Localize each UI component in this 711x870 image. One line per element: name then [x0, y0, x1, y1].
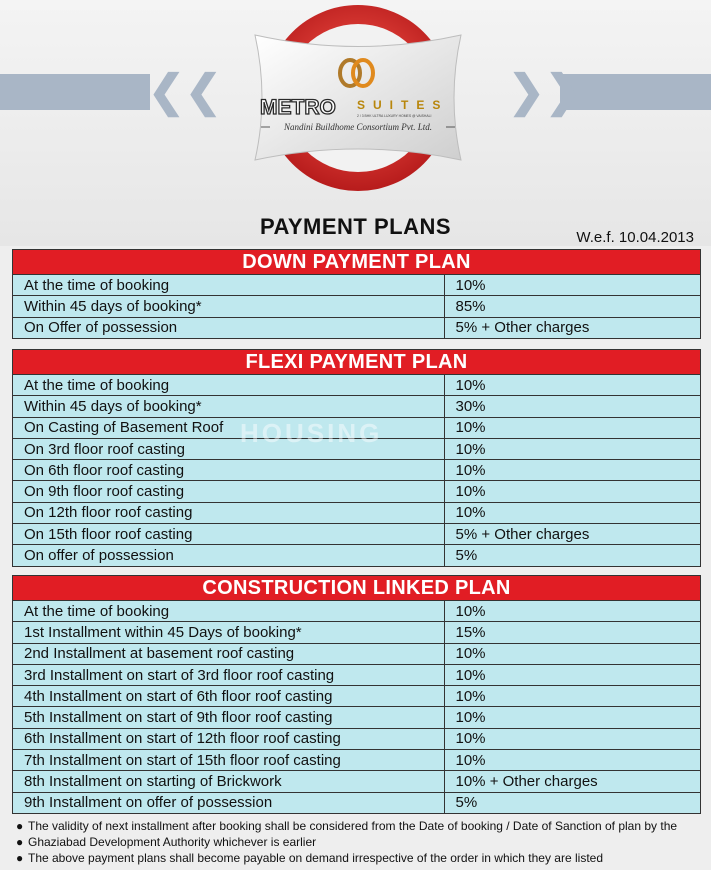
- amount-cell: 15%: [444, 622, 700, 643]
- bullet-icon: ●: [16, 851, 24, 865]
- stage-cell: 9th Installment on offer of possession: [13, 792, 444, 813]
- amount-cell: 5% + Other charges: [444, 524, 700, 545]
- stage-cell: Within 45 days of booking*: [13, 296, 444, 317]
- footnotes: [16, 818, 706, 866]
- footnote-text: Ghaziabad Development Authority whichever is earlier: [28, 835, 317, 849]
- footnote-text: The validity of next installment after booking shall be considered from the Date of booking / Date of Sanction of plan by the: [28, 819, 678, 833]
- table-row: [13, 396, 700, 417]
- amount-cell: 10%: [444, 481, 700, 502]
- flexi-payment-plan-table: [12, 349, 701, 567]
- table-row: [13, 686, 700, 707]
- table-row: [13, 460, 700, 481]
- right-banner-bar: [560, 74, 711, 110]
- footnote-text: The above payment plans shall become payable on demand irrespective of the order in which they are listed: [28, 851, 603, 865]
- construction-linked-plan-table: [12, 575, 701, 814]
- effective-date: W.e.f. 10.04.2013: [576, 229, 694, 246]
- amount-cell: 5%: [444, 792, 700, 813]
- amount-cell: 10% + Other charges: [444, 771, 700, 792]
- table-row: [13, 622, 700, 643]
- company-name: Nandini Buildhome Consortium Pvt. Ltd.: [283, 122, 433, 132]
- amount-cell: 10%: [444, 686, 700, 707]
- footnote-item: [16, 834, 706, 850]
- table-row: [13, 664, 700, 685]
- table-row: [13, 728, 700, 749]
- stage-cell: 7th Installment on start of 15th floor roof casting: [13, 750, 444, 771]
- stage-cell: 4th Installment on start of 6th floor roof casting: [13, 686, 444, 707]
- stage-cell: 8th Installment on starting of Brickwork: [13, 771, 444, 792]
- table-row: [13, 545, 700, 566]
- stage-cell: At the time of booking: [13, 275, 444, 296]
- watermark-text: HOUSING: [240, 418, 383, 448]
- logo-name-b: SUITES: [357, 98, 449, 112]
- amount-cell: 10%: [444, 707, 700, 728]
- amount-cell: 10%: [444, 275, 700, 296]
- amount-cell: 10%: [444, 460, 700, 481]
- stage-cell: On 6th floor roof casting: [13, 460, 444, 481]
- stage-cell: On 15th floor roof casting: [13, 524, 444, 545]
- page-title: PAYMENT PLANS: [259, 214, 452, 239]
- stage-cell: 2nd Installment at basement roof casting: [13, 643, 444, 664]
- footnote-item: [16, 818, 706, 834]
- amount-cell: 5% + Other charges: [444, 317, 700, 338]
- stage-cell: On Offer of possession: [13, 317, 444, 338]
- table-row: [13, 750, 700, 771]
- stage-cell: At the time of booking: [13, 601, 444, 622]
- chevron-right-icon: ❯❯: [508, 67, 582, 116]
- plan-header: DOWN PAYMENT PLAN: [13, 250, 700, 275]
- stage-cell: On 12th floor roof casting: [13, 502, 444, 523]
- stage-cell: On offer of possession: [13, 545, 444, 566]
- amount-cell: 10%: [444, 664, 700, 685]
- logo-tagline: 2 / 3 BHK ULTRA LUXURY HOMES @ VAISHALI: [357, 114, 432, 118]
- stage-cell: On 9th floor roof casting: [13, 481, 444, 502]
- down-payment-plan-table: [12, 249, 701, 339]
- logo-name-a: METRO: [260, 96, 336, 119]
- table-row: [13, 707, 700, 728]
- plan-header: CONSTRUCTION LINKED PLAN: [13, 576, 700, 601]
- amount-cell: 10%: [444, 601, 700, 622]
- table-row: [13, 792, 700, 813]
- table-row: [13, 296, 700, 317]
- bullet-icon: ●: [16, 835, 24, 849]
- amount-cell: 10%: [444, 438, 700, 459]
- bullet-icon: ●: [16, 819, 24, 833]
- amount-cell: 10%: [444, 728, 700, 749]
- stage-cell: 3rd Installment on start of 3rd floor roof casting: [13, 664, 444, 685]
- amount-cell: 10%: [444, 375, 700, 396]
- amount-cell: 10%: [444, 417, 700, 438]
- table-row: [13, 481, 700, 502]
- table-row: [13, 502, 700, 523]
- stage-cell: 5th Installment on start of 9th floor roof casting: [13, 707, 444, 728]
- amount-cell: 10%: [444, 643, 700, 664]
- table-row: [13, 771, 700, 792]
- brand-logo: [233, 0, 483, 200]
- chevron-left-icon: ❮❮: [148, 67, 222, 116]
- stage-cell: On Casting of Basement Roof: [13, 417, 444, 438]
- table-row: [13, 524, 700, 545]
- stage-cell: 6th Installment on start of 12th floor roof casting: [13, 728, 444, 749]
- amount-cell: 10%: [444, 750, 700, 771]
- stage-cell: At the time of booking: [13, 375, 444, 396]
- table-row: [13, 375, 700, 396]
- table-row: [13, 317, 700, 338]
- stage-cell: 1st Installment within 45 Days of booking*: [13, 622, 444, 643]
- table-row: [13, 601, 700, 622]
- amount-cell: 10%: [444, 502, 700, 523]
- stage-cell: On 3rd floor roof casting: [13, 438, 444, 459]
- amount-cell: 85%: [444, 296, 700, 317]
- table-row: [13, 275, 700, 296]
- amount-cell: 5%: [444, 545, 700, 566]
- amount-cell: 30%: [444, 396, 700, 417]
- plan-header: FLEXI PAYMENT PLAN: [13, 350, 700, 375]
- footnote-item: [16, 850, 706, 866]
- table-row: [13, 643, 700, 664]
- stage-cell: Within 45 days of booking*: [13, 396, 444, 417]
- left-banner-bar: [0, 74, 150, 110]
